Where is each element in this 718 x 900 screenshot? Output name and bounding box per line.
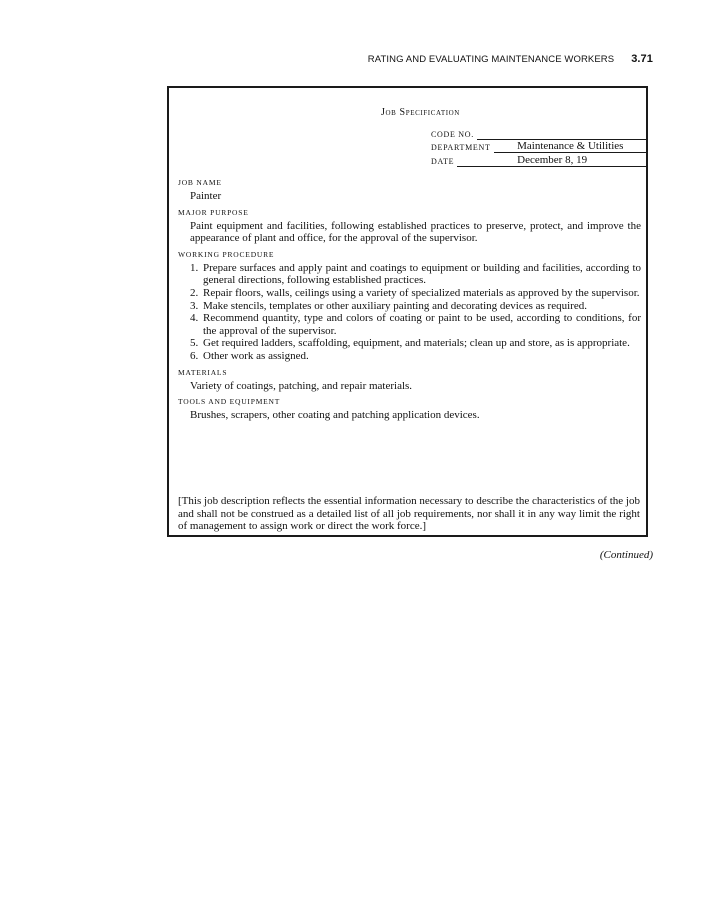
running-head [368, 53, 653, 65]
job-name-text: Painter [190, 190, 222, 202]
department-label: DEPARTMENT [431, 143, 491, 152]
tools-text: Brushes, scrapers, other coating and patching application devices. [190, 409, 480, 422]
procedure-step [190, 262, 641, 287]
step-number: 5. [190, 337, 199, 350]
working-procedure-label: WORKING PROCEDURE [178, 249, 275, 259]
page-number: 3.71 [631, 53, 653, 65]
materials-text: Variety of coatings, patching, and repair materials. [190, 379, 413, 392]
tools-label: TOOLS AND EQUIPMENT [178, 397, 281, 407]
step-text: Make stencils, templates or other auxiliary painting and decorating devices as required. [203, 299, 587, 312]
department-row [431, 140, 647, 154]
date-value: December 8, 19 [457, 154, 647, 167]
job-name-label: JOB NAME [178, 178, 222, 187]
procedure-step [190, 337, 641, 350]
step-number: 3. [190, 299, 199, 312]
step-text: Get required ladders, scaffolding, equipment, and materials; clean up and store, as is appropriate. [203, 337, 630, 350]
procedure-step [190, 350, 641, 363]
step-number: 6. [190, 349, 199, 362]
step-text: Other work as assigned. [203, 349, 309, 362]
step-text: Repair floors, walls, ceilings using a variety of specialized materials as approved by the supervisor. [203, 286, 640, 299]
step-number: 2. [190, 286, 199, 299]
step-text: Recommend quantity, type and colors of coating or paint to be used, according to conditions, for the approval of the supervisor. [203, 312, 641, 337]
code-no-row [431, 126, 647, 140]
disclaimer-text: [This job description reflects the essential information necessary to describe the characteristics of the job and shall not be construed as a detailed list of all job requirements, nor shall it in any way limit the right of management to assign work or direct the work force.] [178, 495, 640, 533]
procedure-list [178, 262, 641, 363]
procedure-step [190, 300, 641, 313]
form-title-row [169, 107, 646, 118]
major-purpose-text: Paint equipment and facilities, following established practices to preserve, protect, and improve the appearance of plant and office, for the approval of the supervisor. [190, 219, 641, 245]
date-row [431, 153, 647, 167]
running-title: RATING AND EVALUATING MAINTENANCE WORKERS [367, 54, 615, 65]
materials-label: MATERIALS [178, 367, 228, 377]
job-specification-form [167, 86, 648, 537]
major-purpose-label: MAJOR PURPOSE [178, 207, 249, 217]
step-number: 4. [190, 312, 199, 325]
form-content [178, 178, 641, 422]
date-label: DATE [431, 156, 455, 166]
department-value: Maintenance & Utilities [494, 140, 647, 153]
code-no-label: CODE NO. [431, 129, 474, 139]
form-meta-fields [431, 126, 647, 167]
procedure-step [190, 287, 641, 300]
form-title: Job Specification [381, 107, 460, 118]
step-text: Prepare surfaces and apply paint and coatings to equipment or building and facilities, according to general directions, following established practices. [203, 261, 641, 287]
procedure-step [190, 312, 641, 337]
continued-note: (Continued) [599, 549, 653, 561]
step-number: 1. [190, 261, 199, 274]
